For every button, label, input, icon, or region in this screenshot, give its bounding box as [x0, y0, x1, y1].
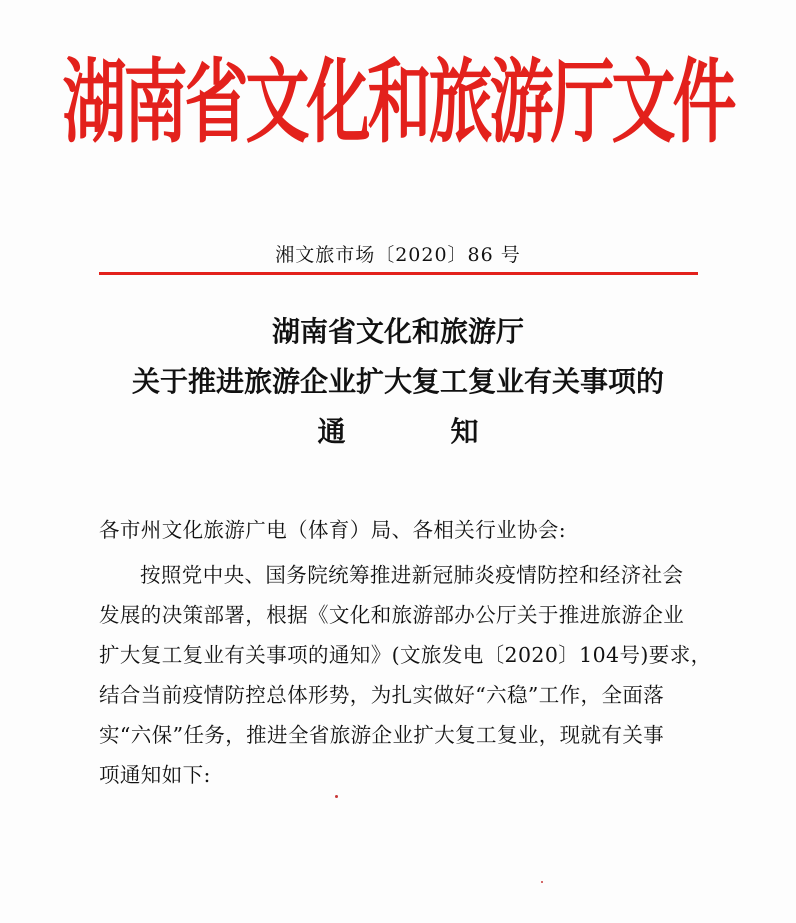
scan-speck	[335, 795, 338, 798]
issuer-name: 湖南省文化和旅游厅文件	[62, 50, 734, 156]
title-char-zhi: 知	[450, 415, 479, 448]
body-line-6: 项通知如下:	[99, 763, 211, 787]
body-line-4: 结合当前疫情防控总体形势，为扎实做好“六稳”工作，全面落	[99, 683, 665, 707]
scan-speck	[541, 881, 543, 883]
red-separator-line	[99, 272, 698, 275]
salutation: 各市州文化旅游广电（体育）局、各相关行业协会:	[99, 518, 567, 542]
body-line-3: 扩大复工复业有关事项的通知》(文旅发电〔2020〕104号)要求，	[99, 643, 712, 667]
issuer-masthead	[0, 50, 796, 156]
body-line-2: 发展的决策部署，根据《文化和旅游部办公厅关于推进旅游企业	[99, 603, 685, 627]
body-line-1: 按照党中央、国务院统筹推进新冠肺炎疫情防控和经济社会	[140, 563, 684, 587]
title-char-tong: 通	[317, 415, 346, 448]
title-line-3	[0, 410, 796, 450]
title-line-2: 关于推进旅游企业扩大复工复业有关事项的	[131, 365, 664, 398]
body-line-5: 实“六保”任务，推进全省旅游企业扩大复工复业，现就有关事	[99, 723, 665, 747]
document-number: 湘文旅市场〔2020〕86 号	[275, 244, 521, 266]
title-line-1: 湖南省文化和旅游厅	[271, 315, 524, 348]
